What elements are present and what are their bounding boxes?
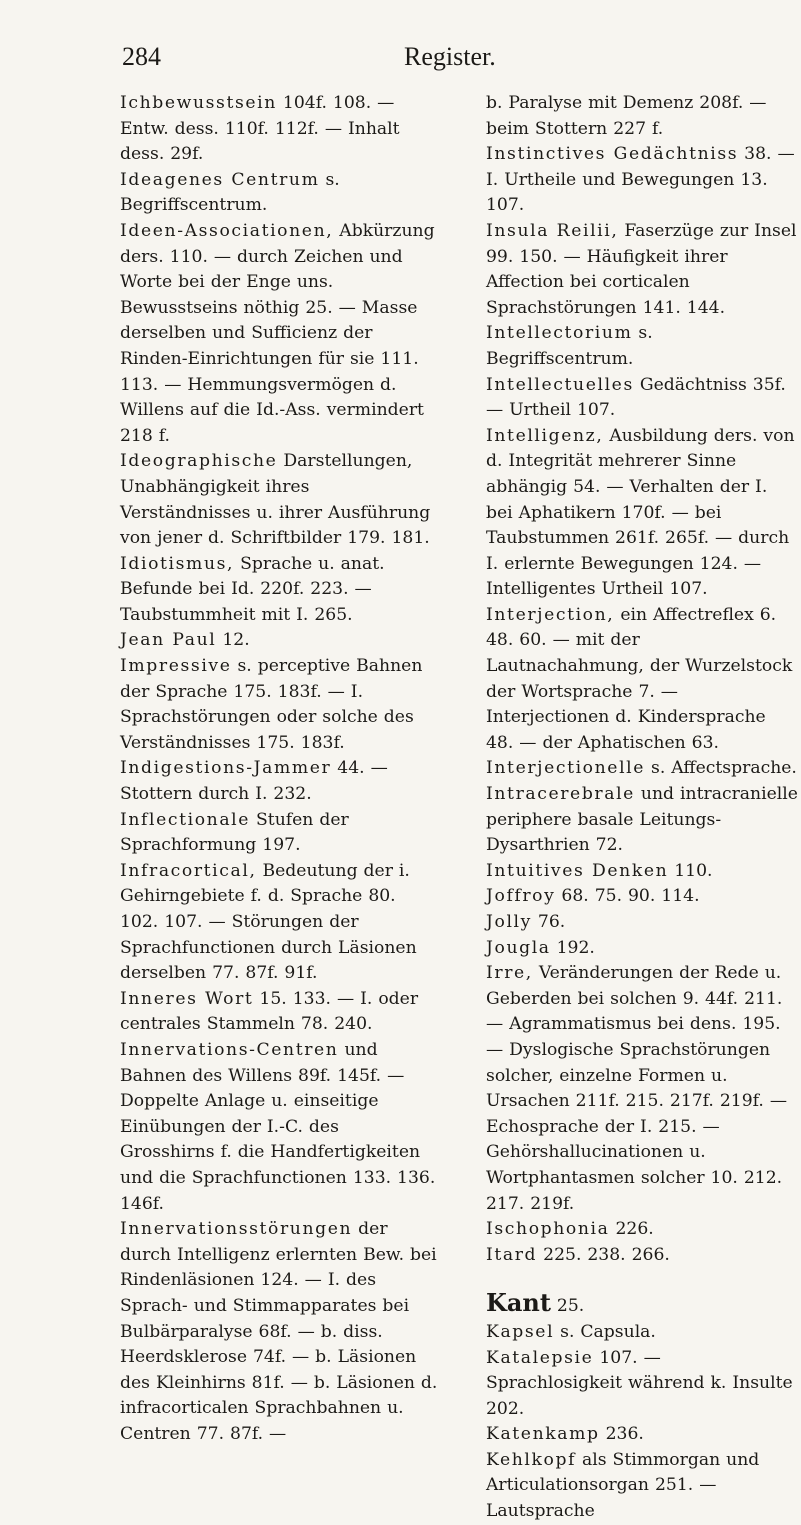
index-entry [120, 449, 438, 551]
index-entry [120, 628, 438, 654]
index-references: Darstellungen, Unabhängigkeit ihres Verständnisses u. ihrer Ausführung von jener d. Schriftbilder 179. 181. [120, 451, 431, 549]
index-entry [486, 910, 798, 936]
index-references: 68. 75. 90. 114. [555, 886, 700, 907]
index-entry [486, 321, 798, 372]
index-references: Gedächtniss 35f. — Urtheil 107. [486, 374, 786, 421]
letter-group-gap [486, 1268, 798, 1290]
index-entry [486, 782, 798, 859]
index-entry [486, 603, 798, 757]
index-references: 110. [668, 860, 713, 881]
index-keyword: Katalepsie [486, 1347, 594, 1368]
index-column-left [120, 91, 438, 1447]
index-entry [486, 1320, 798, 1346]
index-references: als Stimmorgan und Articulationsorgan 251. — Lautsprache [486, 1449, 760, 1522]
index-entry [120, 91, 438, 168]
index-keyword: Ischophonia [486, 1219, 610, 1240]
index-keyword: Intuitives Denken [486, 860, 669, 881]
index-references: s. perceptive Bahnen der Sprache 175. 183f. — I. Sprachstörungen oder solche des Verständnisses 175. 183f. [120, 656, 423, 753]
index-entry [120, 219, 438, 449]
index-keyword: Innervations-Centren [120, 1039, 339, 1060]
index-references: s. Affectsprache. [645, 758, 797, 779]
index-references: 44. — Stottern durch I. 232. [120, 758, 388, 805]
index-entry [486, 1217, 798, 1243]
index-entry [486, 219, 798, 321]
index-keyword: Kant [486, 1288, 551, 1318]
index-references: Faserzüge zur Insel 99. 150. — Häufigkeit ihrer Affection bei corticalen Sprachstörungen 141. 144. [486, 220, 797, 318]
index-keyword: Ideographische [120, 451, 278, 472]
index-references: 192. [550, 937, 595, 958]
index-entry [486, 756, 798, 782]
index-keyword: Ideagenes Centrum [120, 169, 320, 190]
index-references: 25. [550, 1296, 585, 1317]
index-keyword: Itard [486, 1244, 538, 1265]
running-title: Register. [404, 42, 496, 71]
index-references: 104f. 108. — Entw. dess. 110f. 112f. — Inhalt dess. 29f. [120, 93, 400, 165]
index-references: der durch Intelligenz erlernten Bew. bei Rindenläsionen 124. — I. des Sprach- und Stimmapparates bei Bulbärparalyse 68f. — b. diss. Heerdsklerose 74f. — b. Läsionen des Kleinhirns 81f. — b. Läsionen d. infracorticalen Sprachbahnen u. Centren 77. 87f. — [120, 1219, 438, 1444]
index-keyword: Jougla [486, 937, 551, 958]
index-keyword: Jolly [486, 912, 532, 932]
page-header [122, 42, 681, 82]
index-entry [486, 1243, 798, 1269]
index-references: Sprache u. anat. Befunde bei Id. 220f. 223. — Taubstummheit mit I. 265. [120, 553, 385, 625]
index-entry [120, 987, 438, 1038]
index-entry [120, 654, 438, 756]
index-keyword: Katenkamp [486, 1424, 600, 1445]
index-entry [486, 424, 798, 603]
index-keyword: Idiotismus, [120, 553, 235, 574]
index-entry [486, 91, 798, 142]
index-keyword: Interjection, [486, 604, 615, 625]
index-keyword: Inneres Wort [120, 988, 254, 1009]
index-references: 226. [609, 1219, 654, 1240]
index-keyword: Intracerebrale [486, 784, 635, 805]
index-keyword: Indigestions-Jammer [120, 758, 332, 779]
index-entry [486, 1448, 798, 1525]
index-entry [120, 859, 438, 987]
index-keyword: Intellectorium [486, 323, 633, 344]
index-entry [486, 373, 798, 424]
index-references: Veränderungen der Rede u. Geberden bei solchen 9. 44f. 211. — Agrammatismus bei dens. 195. — Dyslogische Sprachstörungen solcher, einzelne Formen u. Ursachen 211f. 215. 217f. 219f. — Echosprache der I. 215. — Gehörshallucinationen u. Wortphantasmen solcher 10. 212. 217. 219f. [486, 963, 788, 1214]
index-keyword: Infracortical, [120, 860, 257, 881]
index-entry [120, 168, 438, 219]
index-entry [120, 756, 438, 807]
index-entry [486, 1346, 798, 1423]
index-references: 225. 238. 266. [537, 1244, 670, 1265]
index-keyword: Kehlkopf [486, 1449, 577, 1470]
index-keyword: Jean Paul [120, 630, 217, 651]
index-references: Bedeutung der i. Gehirngebiete f. d. Sprache 80. 102. 107. — Störungen der Sprachfunctionen durch Läsionen derselben 77. 87f. 91f. [120, 860, 417, 984]
index-references: ein Affectreflex 6. 48. 60. — mit der Lautnachahmung, der Wurzelstock der Wortsprache 7. — Interjectionen d. Kindersprache 48. — der Aphatischen 63. [486, 604, 793, 753]
index-references: Stufen der Sprachformung 197. [120, 809, 349, 856]
index-entry [486, 936, 798, 962]
index-keyword: Joffroy [486, 886, 556, 907]
index-references: Ausbildung ders. von d. Integrität mehrerer Sinne abhängig 54. — Verhalten der I. bei Aphatikern 170f. — bei Taubstummen 261f. 265f. — durch I. erlernte Bewegungen 124. — Intelligentes Urtheil 107. [486, 425, 795, 600]
page-number: 284 [122, 42, 161, 71]
index-entry [120, 1038, 438, 1217]
index-keyword: Ideen-Associationen, [120, 220, 334, 241]
index-references: Abkürzung ders. 110. — durch Zeichen und Worte bei der Enge uns. Bewusstseins nöthig 25. — Masse derselben und Sufficienz der Rinden-Einrichtungen für sie 111. 113. — Hemmungsvermögen d. Willens auf die Id.-Ass. vermindert 218 f. [120, 220, 435, 446]
index-entry [120, 1217, 438, 1447]
index-keyword: Irre, [486, 963, 533, 984]
index-entry [486, 142, 798, 219]
index-column-right [486, 91, 798, 1525]
index-entry [120, 552, 438, 629]
index-entry [120, 808, 438, 859]
index-references: 107. — Sprachlosigkeit während k. Insulte 202. [486, 1347, 793, 1419]
index-references: s. Capsula. [554, 1321, 656, 1342]
index-entry [486, 1422, 798, 1448]
index-references: s. Begriffscentrum. [486, 323, 653, 369]
index-references: s. Begriffscentrum. [120, 169, 340, 216]
index-keyword: Inflectionale [120, 809, 251, 830]
index-keyword: Kapsel [486, 1321, 555, 1342]
index-references: b. Paralyse mit Demenz 208f. — beim Stottern 227 f. [486, 93, 767, 139]
index-entry [486, 1290, 798, 1320]
index-references: 12. [216, 630, 250, 651]
index-references: und intracranielle periphere basale Leitungs-Dysarthrien 72. [486, 784, 798, 856]
index-keyword: Interjectionelle [486, 758, 646, 779]
index-keyword: Intelligenz, [486, 425, 604, 446]
index-keyword: Impressive [120, 656, 232, 677]
index-references: 15. 133. — I. oder centrales Stammeln 78. 240. [120, 988, 419, 1035]
index-keyword: Intellectuelles [486, 374, 634, 395]
index-references: 38. — I. Urtheile und Bewegungen 13. 107. [486, 144, 795, 216]
index-keyword: Innervationsstörungen [120, 1219, 353, 1240]
index-entry [486, 884, 798, 910]
index-keyword: Insula Reilii, [486, 220, 619, 241]
index-entry [486, 961, 798, 1217]
index-references: und Bahnen des Willens 89f. 145f. — Doppelte Anlage u. einseitige Einübungen der I.-C. des Grosshirns f. die Handfertigkeiten und die Sprachfunctionen 133. 136. 146f. [120, 1039, 436, 1214]
index-entry [486, 859, 798, 885]
index-keyword: Ichbewusstsein [120, 93, 277, 113]
index-references: 76. [531, 912, 566, 932]
index-references: 236. [599, 1424, 644, 1445]
index-keyword: Instinctives Gedächtniss [486, 144, 739, 165]
